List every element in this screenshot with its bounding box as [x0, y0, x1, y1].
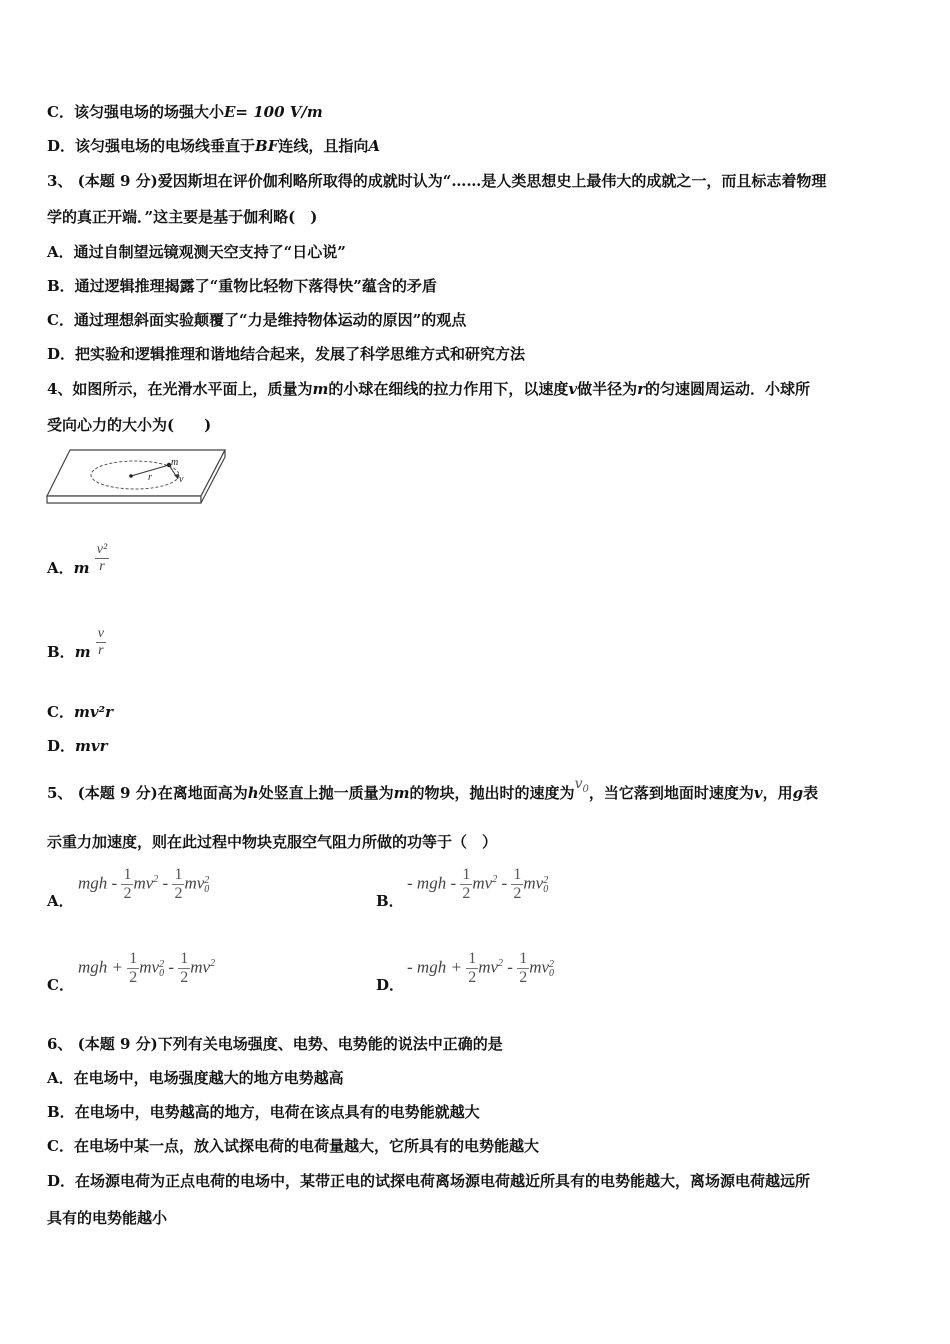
q5-option-b-formula: - mgh - $\frac{1}{2}$ $mv^2$ - $\frac{1}{2}$ mv 2 0: [407, 866, 549, 902]
fraction: $\frac{\text{v²}}{r}$: [96, 541, 108, 574]
q5-option-a-label: A．: [47, 892, 74, 910]
q5-option-b-label: B．: [376, 892, 404, 910]
v0-symbol: $v_0$: [574, 776, 589, 795]
q5-option-d-formula: - mgh + $\frac{1}{2}$ $mv^2$ - $\frac{1}{2}$ mv 2 0: [407, 950, 555, 986]
q3-option-d: D．把实验和逻辑推理和谐地结合起来，发展了科学思维方式和研究方法: [47, 345, 526, 363]
q5-stem-line1: 5、 (本题 9 分)在离地面高为h处竖直上抛一质量为m的物块，抛出时的速度为$v_0$，当它落到地面时速度为v，用g表: [47, 776, 819, 802]
q4-option-d: D．mvr: [47, 737, 108, 755]
q6-option-a: A．在电场中，电场强度越大的地方电势越高: [47, 1069, 344, 1087]
q5-option-d-label: D．: [376, 976, 405, 994]
q5-stem-line2: 示重力加速度，则在此过程中物块克服空气阻力所做的功等于（ ）: [47, 833, 498, 851]
q6-option-b: B．在电场中，电势越高的地方，电荷在该点具有的电势能就越大: [47, 1103, 480, 1121]
q6-option-d-line2: 具有的电势能越小: [47, 1209, 168, 1227]
q3-option-a: A．通过自制望远镜观测天空支持了“日心说”: [47, 243, 346, 261]
q2-option-c: C．该匀强电场的场强大小E= 100 V/m: [47, 103, 323, 121]
q3-option-c: C．通过理想斜面实验颠覆了“力是维持物体运动的原因”的观点: [47, 311, 467, 329]
circular-motion-diagram: [45, 446, 230, 508]
option-label: C．: [47, 103, 74, 121]
center-point: [129, 474, 133, 478]
q4-option-b: B．m $\frac{v}{r}$: [47, 625, 105, 661]
plane-front: [47, 496, 201, 503]
fraction: $\frac{v}{r}$: [97, 625, 105, 658]
q4-option-a: A．m $\frac{\text{v²}}{r}$: [47, 541, 108, 577]
label-m: m: [171, 457, 179, 468]
q6-option-c: C．在电场中某一点，放入试探电荷的电荷量越大，它所具有的电势能越大: [47, 1137, 539, 1155]
q4-stem-line1: 4、如图所示，在光滑水平面上，质量为m的小球在细线的拉力作用下，以速度v做半径为r的匀速圆周运动．小球所: [47, 380, 810, 398]
q4-option-c: C．mv²r: [47, 703, 114, 721]
q4-stem-line2: 受向心力的大小为( ): [47, 416, 212, 434]
q3-stem-line2: 学的真正开端．”这主要是基于伽利略( ): [47, 208, 318, 226]
label-v: v: [179, 474, 184, 485]
q6-stem: 6、 (本题 9 分)下列有关电场强度、电势、电势能的说法中正确的是: [47, 1035, 503, 1053]
q3-option-b: B．通过逻辑推理揭露了“重物比轻物下落得快”蕴含的矛盾: [47, 277, 437, 295]
q5-option-c-label: C．: [47, 976, 74, 994]
q5-option-c-formula: mgh + $\frac{1}{2}$ mv 2 0 - $\frac{1}{2}$ $mv^2$: [78, 950, 216, 986]
q3-stem-line1: 3、 (本题 9 分)爱因斯坦在评价伽利略所取得的成就时认为“……是人类思想史上最伟大的成就之一，而且标志着物理: [47, 172, 827, 190]
q6-option-d-line1: D．在场源电荷为正点电荷的电场中，某带正电的试探电荷离场源电荷越近所具有的电势能越大，离场源电荷越远所: [47, 1172, 811, 1190]
q5-option-a-formula: mgh - $\frac{1}{2}$ $mv^2$ - $\frac{1}{2}$ mv 2 0: [78, 866, 210, 902]
label-r: r: [148, 472, 152, 483]
q2-option-d: D．该匀强电场的电场线垂直于BF连线，且指向A: [47, 137, 381, 155]
